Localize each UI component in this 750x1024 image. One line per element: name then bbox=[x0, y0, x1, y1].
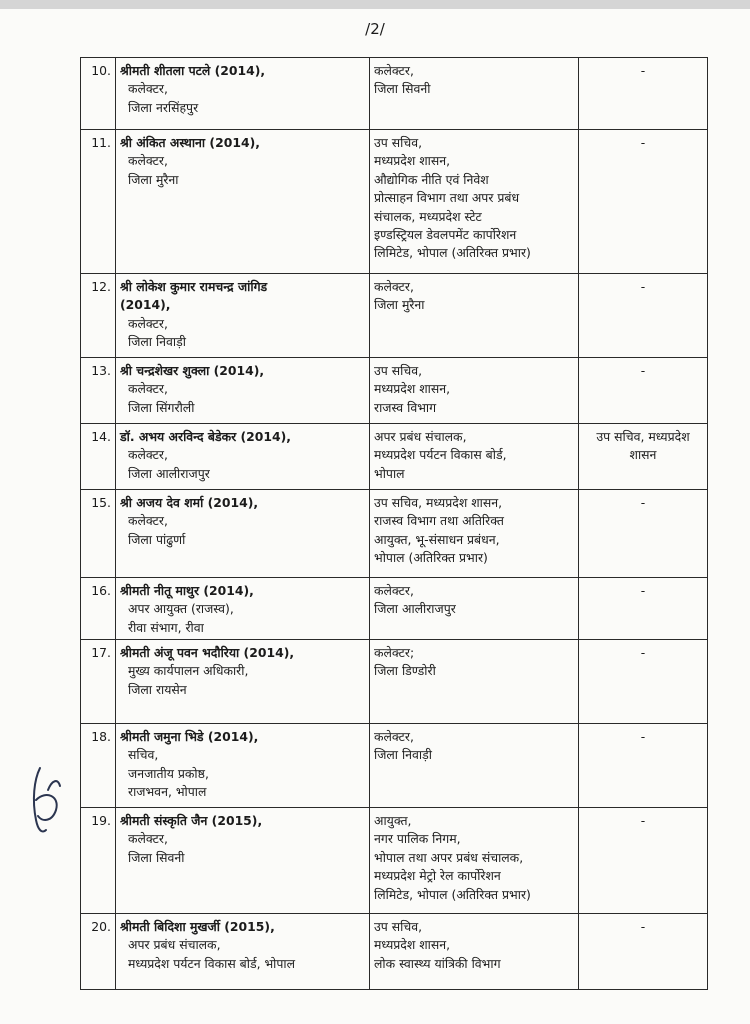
table-row bbox=[81, 578, 708, 640]
top-edge-strip bbox=[0, 0, 750, 9]
additional-charge-cell bbox=[579, 808, 708, 914]
additional-charge: - bbox=[640, 919, 646, 934]
handwritten-initial-signature bbox=[26, 760, 66, 840]
new-posting-cell bbox=[370, 724, 579, 808]
officer-cell bbox=[116, 640, 370, 724]
current-posting-line: अपर प्रबंध संचालक, bbox=[128, 937, 221, 953]
new-posting-line: जिला सिवनी bbox=[374, 81, 431, 97]
new-posting-line: लिमिटेड, भोपाल (अतिरिक्त प्रभार) bbox=[374, 886, 531, 902]
current-posting-line: कलेक्टर, bbox=[128, 447, 168, 463]
new-posting-line: कलेक्टर, bbox=[374, 729, 414, 744]
officer-cell bbox=[116, 808, 370, 914]
additional-charge: - bbox=[640, 279, 646, 294]
new-posting-line: अपर प्रबंध संचालक, bbox=[374, 429, 467, 444]
new-posting-line: लिमिटेड, भोपाल (अतिरिक्त प्रभार) bbox=[374, 245, 531, 261]
new-posting-line: नगर पालिक निगम, bbox=[374, 831, 461, 847]
additional-charge: - bbox=[640, 729, 646, 744]
current-posting-line: अपर आयुक्त (राजस्व), bbox=[128, 601, 234, 617]
new-posting-line: मध्यप्रदेश पर्यटन विकास बोर्ड, bbox=[374, 447, 507, 463]
additional-charge: - bbox=[640, 63, 646, 78]
new-posting-cell bbox=[370, 58, 579, 130]
serial-number: 12. bbox=[91, 279, 111, 294]
additional-charge: - bbox=[640, 135, 646, 150]
officer-cell bbox=[116, 424, 370, 490]
table-row bbox=[81, 424, 708, 490]
table-row bbox=[81, 808, 708, 914]
new-posting-line: जिला निवाड़ी bbox=[374, 747, 432, 763]
new-posting-line: भोपाल bbox=[374, 465, 405, 481]
new-posting-line: लोक स्वास्थ्य यांत्रिकी विभाग bbox=[374, 955, 501, 971]
table-row bbox=[81, 358, 708, 424]
table-row bbox=[81, 914, 708, 990]
serial-number-cell bbox=[81, 578, 116, 640]
new-posting-cell bbox=[370, 808, 579, 914]
new-posting-line: प्रोत्साहन विभाग तथा अपर प्रबंध bbox=[374, 190, 520, 206]
new-posting-line: भोपाल तथा अपर प्रबंध संचालक, bbox=[374, 849, 524, 865]
table-row bbox=[81, 130, 708, 274]
current-posting-line: रीवा संभाग, रीवा bbox=[128, 619, 204, 635]
current-posting-line: सचिव, bbox=[128, 747, 159, 763]
new-posting-line: जिला आलीराजपुर bbox=[374, 601, 456, 617]
serial-number: 14. bbox=[91, 429, 111, 444]
new-posting-line: उप सचिव, bbox=[374, 135, 423, 150]
current-posting-line: जिला पांढुर्णा bbox=[128, 531, 186, 547]
officer-name: श्रीमती नीतू माथुर (2014), bbox=[120, 583, 254, 598]
officer-cell bbox=[116, 490, 370, 578]
current-posting-line: जिला सिवनी bbox=[128, 849, 185, 865]
new-posting-cell bbox=[370, 490, 579, 578]
serial-number-cell bbox=[81, 424, 116, 490]
officer-name: श्रीमती शीतला पटले (2014), bbox=[120, 63, 266, 78]
additional-charge-cell bbox=[579, 578, 708, 640]
officer-cell bbox=[116, 130, 370, 274]
new-posting-cell bbox=[370, 274, 579, 358]
new-posting-cell bbox=[370, 640, 579, 724]
new-posting-line: कलेक्टर, bbox=[374, 279, 414, 294]
new-posting-cell bbox=[370, 358, 579, 424]
serial-number: 10. bbox=[91, 63, 111, 78]
serial-number-cell bbox=[81, 640, 116, 724]
table-row bbox=[81, 58, 708, 130]
serial-number-cell bbox=[81, 490, 116, 578]
new-posting-line: मध्यप्रदेश शासन, bbox=[374, 381, 451, 397]
serial-number: 13. bbox=[91, 363, 111, 378]
new-posting-line: आयुक्त, bbox=[374, 813, 412, 828]
additional-charge: - bbox=[640, 495, 646, 510]
additional-charge-cell bbox=[579, 490, 708, 578]
new-posting-line: जिला मुरैना bbox=[374, 297, 425, 313]
new-posting-line: औद्योगिक नीति एवं निवेश bbox=[374, 171, 489, 187]
new-posting-line: मध्यप्रदेश शासन, bbox=[374, 153, 451, 169]
table-row bbox=[81, 274, 708, 358]
new-posting-line: कलेक्टर; bbox=[374, 645, 415, 660]
new-posting-line: जिला डिण्डोरी bbox=[374, 663, 436, 679]
officer-name: श्री अंकित अस्थाना (2014), bbox=[120, 135, 260, 150]
officer-name: श्रीमती जमुना भिडे (2014), bbox=[120, 729, 259, 744]
new-posting-line: उप सचिव, bbox=[374, 919, 423, 934]
officer-name: श्रीमती संस्कृति जैन (2015), bbox=[120, 813, 263, 828]
posting-table-body bbox=[81, 58, 708, 990]
officer-batch: (2014), bbox=[120, 297, 171, 313]
officer-cell bbox=[116, 724, 370, 808]
new-posting-line: उप सचिव, मध्यप्रदेश शासन, bbox=[374, 495, 503, 510]
current-posting-line: जिला नरसिंहपुर bbox=[128, 99, 199, 115]
serial-number: 17. bbox=[91, 645, 111, 660]
new-posting-line: भोपाल (अतिरिक्त प्रभार) bbox=[374, 550, 488, 566]
additional-charge-cell bbox=[579, 424, 708, 490]
serial-number-cell bbox=[81, 358, 116, 424]
additional-charge: - bbox=[640, 363, 646, 378]
officer-cell bbox=[116, 58, 370, 130]
table-row bbox=[81, 640, 708, 724]
serial-number: 18. bbox=[91, 729, 111, 744]
current-posting-line: मुख्य कार्यपालन अधिकारी, bbox=[128, 663, 249, 679]
current-posting-line: कलेक्टर, bbox=[128, 315, 168, 331]
officer-cell bbox=[116, 578, 370, 640]
serial-number: 20. bbox=[91, 919, 111, 934]
new-posting-cell bbox=[370, 424, 579, 490]
new-posting-line: राजस्व विभाग तथा अतिरिक्त bbox=[374, 513, 504, 529]
current-posting-line: कलेक्टर, bbox=[128, 153, 168, 169]
serial-number-cell bbox=[81, 58, 116, 130]
officer-name: श्रीमती अंजू पवन भदौरिया (2014), bbox=[120, 645, 295, 660]
new-posting-line: उप सचिव, bbox=[374, 363, 423, 378]
current-posting-line: राजभवन, भोपाल bbox=[128, 784, 207, 800]
officer-cell bbox=[116, 914, 370, 990]
new-posting-line: कलेक्टर, bbox=[374, 63, 414, 78]
additional-charge-cell bbox=[579, 130, 708, 274]
serial-number-cell bbox=[81, 274, 116, 358]
serial-number-cell bbox=[81, 724, 116, 808]
new-posting-line: इण्डस्ट्रियल डेवलपमेंट कार्पोरेशन bbox=[374, 227, 517, 243]
current-posting-line: जिला सिंगरौली bbox=[128, 399, 195, 415]
officer-cell bbox=[116, 358, 370, 424]
additional-charge-cell bbox=[579, 640, 708, 724]
new-posting-line: आयुक्त, भू-संसाधन प्रबंधन, bbox=[374, 531, 500, 547]
additional-charge: - bbox=[640, 645, 646, 660]
new-posting-cell bbox=[370, 130, 579, 274]
current-posting-line: जिला आलीराजपुर bbox=[128, 465, 210, 481]
serial-number: 16. bbox=[91, 583, 111, 598]
serial-number-cell bbox=[81, 130, 116, 274]
serial-number-cell bbox=[81, 914, 116, 990]
officer-name: डॉ. अभय अरविन्द बेडेकर (2014), bbox=[120, 429, 292, 444]
additional-charge-cell bbox=[579, 358, 708, 424]
current-posting-line: कलेक्टर, bbox=[128, 381, 168, 397]
posting-table bbox=[80, 57, 708, 990]
table-row bbox=[81, 724, 708, 808]
additional-charge: - bbox=[640, 583, 646, 598]
new-posting-line: मध्यप्रदेश मेट्रो रेल कार्पोरेशन bbox=[374, 868, 501, 884]
serial-number-cell bbox=[81, 808, 116, 914]
current-posting-line: जिला रायसेन bbox=[128, 681, 187, 697]
additional-charge-cell bbox=[579, 58, 708, 130]
current-posting-line: जिला निवाड़ी bbox=[128, 334, 186, 350]
serial-number: 15. bbox=[91, 495, 111, 510]
additional-charge-cell bbox=[579, 724, 708, 808]
officer-name: श्री अजय देव शर्मा (2014), bbox=[120, 495, 259, 510]
additional-charge-cell bbox=[579, 274, 708, 358]
officer-name: श्री लोकेश कुमार रामचन्द्र जांगिड bbox=[120, 279, 268, 294]
current-posting-line: कलेक्टर, bbox=[128, 513, 168, 529]
serial-number: 19. bbox=[91, 813, 111, 828]
current-posting-line: जिला मुरैना bbox=[128, 171, 179, 187]
officer-name: श्री चन्द्रशेखर शुक्ला (2014), bbox=[120, 363, 265, 378]
new-posting-line: मध्यप्रदेश शासन, bbox=[374, 937, 451, 953]
current-posting-line: जनजातीय प्रकोष्ठ, bbox=[128, 765, 209, 781]
page-number: /2/ bbox=[365, 20, 385, 38]
new-posting-line: राजस्व विभाग bbox=[374, 399, 437, 415]
table-row bbox=[81, 490, 708, 578]
officer-name: श्रीमती बिदिशा मुखर्जी (2015), bbox=[120, 919, 275, 934]
additional-charge: - bbox=[640, 813, 646, 828]
additional-charge-cell bbox=[579, 914, 708, 990]
current-posting-line: मध्यप्रदेश पर्यटन विकास बोर्ड, भोपाल bbox=[128, 955, 296, 971]
officer-cell bbox=[116, 274, 370, 358]
new-posting-line: कलेक्टर, bbox=[374, 583, 414, 598]
new-posting-line: संचालक, मध्यप्रदेश स्टेट bbox=[374, 208, 482, 224]
new-posting-cell bbox=[370, 914, 579, 990]
serial-number: 11. bbox=[91, 135, 111, 150]
additional-charge: उप सचिव, मध्यप्रदेश शासन bbox=[596, 429, 690, 463]
current-posting-line: कलेक्टर, bbox=[128, 81, 168, 97]
current-posting-line: कलेक्टर, bbox=[128, 831, 168, 847]
new-posting-cell bbox=[370, 578, 579, 640]
